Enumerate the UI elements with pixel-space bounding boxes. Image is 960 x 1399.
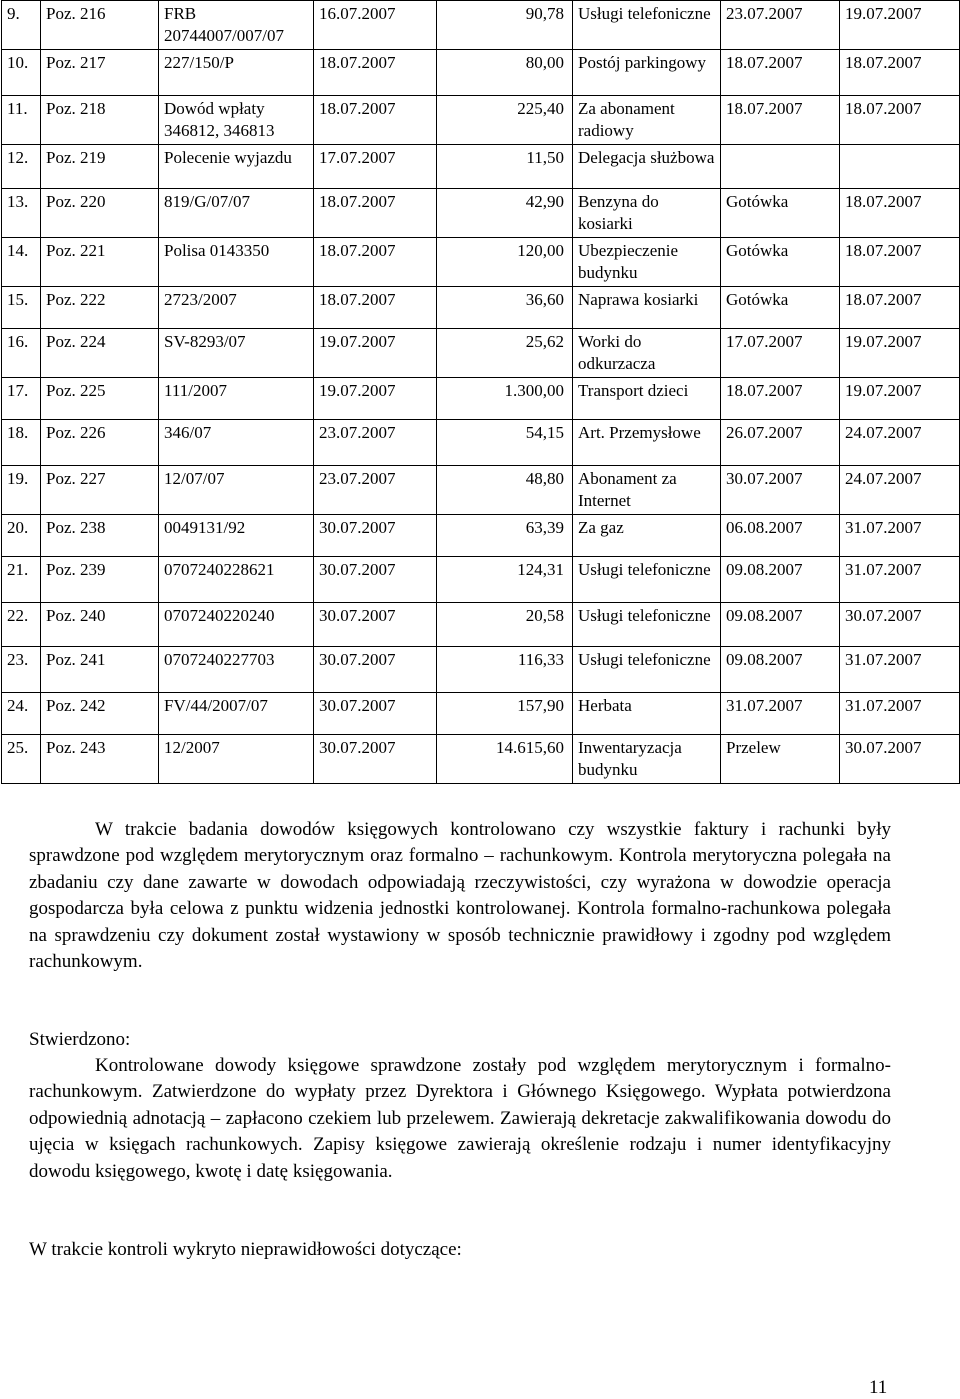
cell-lp: 25. [2, 735, 41, 784]
table-row [2, 735, 960, 784]
table-row [2, 329, 960, 378]
cell-ksieg: 19.07.2007 [840, 378, 960, 420]
cell-zaplata: Przelew [721, 735, 840, 784]
cell-data: 30.07.2007 [314, 557, 437, 603]
cell-opis: Za gaz [573, 515, 721, 557]
cell-opis: Postój parkingowy [573, 50, 721, 96]
cell-data: 30.07.2007 [314, 693, 437, 735]
cell-opis: Herbata [573, 693, 721, 735]
cell-lp: 12. [2, 145, 41, 189]
cell-data: 16.07.2007 [314, 1, 437, 50]
table-row [2, 378, 960, 420]
cell-poz: Poz. 218 [41, 96, 159, 145]
cell-lp: 10. [2, 50, 41, 96]
cell-poz: Poz. 226 [41, 420, 159, 466]
cell-zaplata: Gotówka [721, 287, 840, 329]
cell-data: 23.07.2007 [314, 420, 437, 466]
cell-poz: Poz. 238 [41, 515, 159, 557]
cell-kwota: 14.615,60 [437, 735, 573, 784]
table-row [2, 515, 960, 557]
table-body [2, 1, 960, 784]
cell-ksieg: 18.07.2007 [840, 96, 960, 145]
cell-kwota: 42,90 [437, 189, 573, 238]
paragraph-findings: Kontrolowane dowody księgowe sprawdzone zostały pod względem merytorycznym i formalno-rachunkowym. Zatwierdzone do wypłaty przez Dyrektora i Głównego Księgowego. Wypłata potwierdzona odpowiednią adnotacją – zapłacono czekiem lub przelewem. Zawierają dekretacje zakwalifikowania dowodu do ujęcia w księgach rachunkowych. Zapisy księgowe zawierają określenie rodzaju i numer identyfikacyjny dowodu księgowego, kwotę i datę księgowania. [29, 1055, 891, 1182]
table-row [2, 693, 960, 735]
cell-kwota: 80,00 [437, 50, 573, 96]
cell-opis: Transport dzieci [573, 378, 721, 420]
cell-zaplata: 09.08.2007 [721, 647, 840, 693]
cell-kwota: 63,39 [437, 515, 573, 557]
cell-lp: 15. [2, 287, 41, 329]
cell-kwota: 120,00 [437, 238, 573, 287]
cell-opis: Worki do odkurzacza [573, 329, 721, 378]
cell-lp: 14. [2, 238, 41, 287]
cell-poz: Poz. 241 [41, 647, 159, 693]
cell-lp: 18. [2, 420, 41, 466]
cell-zaplata: 23.07.2007 [721, 1, 840, 50]
cell-lp: 11. [2, 96, 41, 145]
cell-lp: 22. [2, 603, 41, 647]
cell-ksieg: 18.07.2007 [840, 189, 960, 238]
cell-kwota: 157,90 [437, 693, 573, 735]
cell-ksieg: 24.07.2007 [840, 466, 960, 515]
cell-opis: Naprawa kosiarki [573, 287, 721, 329]
table-row [2, 287, 960, 329]
cell-lp: 16. [2, 329, 41, 378]
cell-ksieg: 18.07.2007 [840, 50, 960, 96]
cell-nr: Dowód wpłaty 346812, 346813 [159, 96, 314, 145]
cell-nr: 227/150/P [159, 50, 314, 96]
cell-opis: Usługi telefoniczne [573, 557, 721, 603]
cell-zaplata: 18.07.2007 [721, 50, 840, 96]
cell-opis: Usługi telefoniczne [573, 603, 721, 647]
cell-kwota: 225,40 [437, 96, 573, 145]
cell-poz: Poz. 216 [41, 1, 159, 50]
cell-zaplata: 09.08.2007 [721, 603, 840, 647]
cell-ksieg: 31.07.2007 [840, 515, 960, 557]
cell-zaplata [721, 145, 840, 189]
cell-kwota: 48,80 [437, 466, 573, 515]
cell-opis: Usługi telefoniczne [573, 1, 721, 50]
cell-nr: 0707240220240 [159, 603, 314, 647]
paragraph-audit-scope: W trakcie badania dowodów księgowych kontrolowano czy wszystkie faktury i rachunki były sprawdzone pod względem merytorycznym oraz formalno – rachunkowym. Kontrola merytoryczna polegała na zbadaniu czy dane zawarte w dowodach odpowiadają rzeczywistości, czy wyrażona w dowodzie operacja gospodarcza była celowa z punktu widzenia jednostki kontrolowanej. Kontrola formalno-rachunkowa polegała na sprawdzeniu czy dokument został wystawiony w sposób technicznie prawidłowy i zgodny pod względem rachunkowym. [29, 819, 891, 973]
cell-ksieg: 18.07.2007 [840, 287, 960, 329]
cell-zaplata: 18.07.2007 [721, 378, 840, 420]
cell-zaplata: 30.07.2007 [721, 466, 840, 515]
cell-nr: 12/2007 [159, 735, 314, 784]
cell-kwota: 54,15 [437, 420, 573, 466]
cell-poz: Poz. 220 [41, 189, 159, 238]
cell-ksieg: 31.07.2007 [840, 693, 960, 735]
cell-opis: Ubezpieczenie budynku [573, 238, 721, 287]
documents-table [1, 0, 960, 784]
table-row [2, 557, 960, 603]
cell-nr: 2723/2007 [159, 287, 314, 329]
cell-nr: 12/07/07 [159, 466, 314, 515]
cell-nr: 0049131/92 [159, 515, 314, 557]
cell-kwota: 36,60 [437, 287, 573, 329]
table-row [2, 603, 960, 647]
cell-kwota: 1.300,00 [437, 378, 573, 420]
cell-data: 19.07.2007 [314, 378, 437, 420]
cell-ksieg: 30.07.2007 [840, 603, 960, 647]
cell-ksieg: 24.07.2007 [840, 420, 960, 466]
cell-nr: Polisa 0143350 [159, 238, 314, 287]
cell-data: 17.07.2007 [314, 145, 437, 189]
cell-opis: Benzyna do kosiarki [573, 189, 721, 238]
cell-nr: 111/2007 [159, 378, 314, 420]
cell-poz: Poz. 239 [41, 557, 159, 603]
cell-data: 30.07.2007 [314, 603, 437, 647]
table-row [2, 50, 960, 96]
cell-data: 18.07.2007 [314, 50, 437, 96]
cell-lp: 13. [2, 189, 41, 238]
cell-nr: 0707240228621 [159, 557, 314, 603]
cell-poz: Poz. 222 [41, 287, 159, 329]
cell-nr: FRB 20744007/007/07 [159, 1, 314, 50]
cell-lp: 21. [2, 557, 41, 603]
cell-opis: Inwentaryzacja budynku [573, 735, 721, 784]
cell-data: 18.07.2007 [314, 238, 437, 287]
cell-poz: Poz. 227 [41, 466, 159, 515]
cell-poz: Poz. 221 [41, 238, 159, 287]
table-row [2, 1, 960, 50]
cell-opis: Usługi telefoniczne [573, 647, 721, 693]
table-row [2, 96, 960, 145]
cell-data: 18.07.2007 [314, 287, 437, 329]
cell-data: 30.07.2007 [314, 647, 437, 693]
cell-ksieg: 31.07.2007 [840, 557, 960, 603]
cell-data: 19.07.2007 [314, 329, 437, 378]
cell-zaplata: 18.07.2007 [721, 96, 840, 145]
cell-opis: Delegacja służbowa [573, 145, 721, 189]
cell-zaplata: 09.08.2007 [721, 557, 840, 603]
cell-nr: Polecenie wyjazdu [159, 145, 314, 189]
cell-poz: Poz. 219 [41, 145, 159, 189]
cell-zaplata: 06.08.2007 [721, 515, 840, 557]
heading-stwierdzono: Stwierdzono: [29, 1029, 131, 1050]
table-row [2, 466, 960, 515]
cell-poz: Poz. 225 [41, 378, 159, 420]
cell-poz: Poz. 224 [41, 329, 159, 378]
cell-kwota: 11,50 [437, 145, 573, 189]
cell-nr: 346/07 [159, 420, 314, 466]
cell-kwota: 116,33 [437, 647, 573, 693]
cell-opis: Art. Przemysłowe [573, 420, 721, 466]
cell-ksieg: 19.07.2007 [840, 329, 960, 378]
cell-kwota: 124,31 [437, 557, 573, 603]
cell-data: 18.07.2007 [314, 96, 437, 145]
cell-ksieg [840, 145, 960, 189]
paragraph-irregularities: W trakcie kontroli wykryto nieprawidłowości dotyczące: [29, 1239, 462, 1260]
table-row [2, 238, 960, 287]
cell-opis: Abonament za Internet [573, 466, 721, 515]
cell-data: 30.07.2007 [314, 515, 437, 557]
cell-poz: Poz. 243 [41, 735, 159, 784]
cell-kwota: 25,62 [437, 329, 573, 378]
cell-data: 30.07.2007 [314, 735, 437, 784]
table-row [2, 189, 960, 238]
cell-nr: FV/44/2007/07 [159, 693, 314, 735]
cell-lp: 19. [2, 466, 41, 515]
cell-ksieg: 19.07.2007 [840, 1, 960, 50]
cell-zaplata: Gotówka [721, 238, 840, 287]
cell-lp: 9. [2, 1, 41, 50]
cell-zaplata: 26.07.2007 [721, 420, 840, 466]
cell-lp: 23. [2, 647, 41, 693]
cell-zaplata: 17.07.2007 [721, 329, 840, 378]
cell-kwota: 20,58 [437, 603, 573, 647]
cell-zaplata: 31.07.2007 [721, 693, 840, 735]
cell-lp: 20. [2, 515, 41, 557]
cell-lp: 17. [2, 378, 41, 420]
cell-nr: 0707240227703 [159, 647, 314, 693]
cell-nr: 819/G/07/07 [159, 189, 314, 238]
cell-ksieg: 31.07.2007 [840, 647, 960, 693]
page-number: 11 [869, 1377, 888, 1398]
cell-zaplata: Gotówka [721, 189, 840, 238]
cell-opis: Za abonament radiowy [573, 96, 721, 145]
cell-nr: SV-8293/07 [159, 329, 314, 378]
cell-ksieg: 18.07.2007 [840, 238, 960, 287]
cell-data: 23.07.2007 [314, 466, 437, 515]
cell-poz: Poz. 217 [41, 50, 159, 96]
table-row [2, 145, 960, 189]
table-row [2, 647, 960, 693]
cell-ksieg: 30.07.2007 [840, 735, 960, 784]
cell-kwota: 90,78 [437, 1, 573, 50]
cell-poz: Poz. 240 [41, 603, 159, 647]
cell-data: 18.07.2007 [314, 189, 437, 238]
table-row [2, 420, 960, 466]
cell-poz: Poz. 242 [41, 693, 159, 735]
cell-lp: 24. [2, 693, 41, 735]
